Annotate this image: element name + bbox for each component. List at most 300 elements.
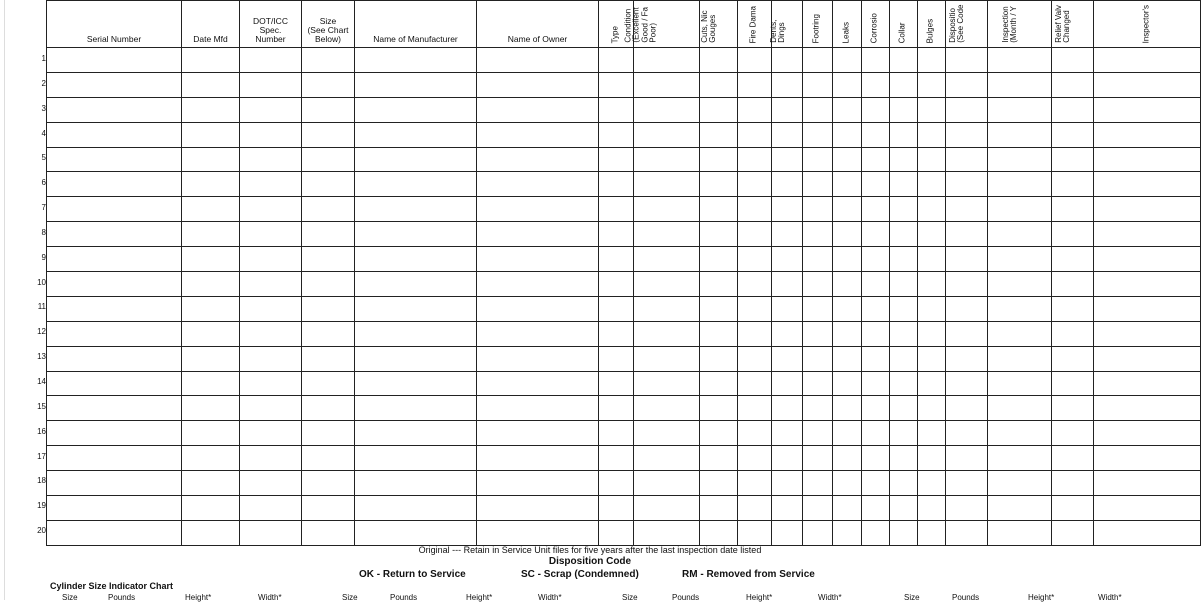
table-cell[interactable] bbox=[1094, 471, 1201, 496]
table-cell[interactable] bbox=[355, 396, 477, 421]
table-cell[interactable] bbox=[946, 172, 988, 197]
table-cell[interactable] bbox=[634, 396, 700, 421]
table-cell[interactable] bbox=[988, 321, 1052, 346]
table-cell[interactable] bbox=[477, 72, 599, 97]
table-cell[interactable] bbox=[240, 172, 302, 197]
table-cell[interactable] bbox=[599, 247, 634, 272]
table-cell[interactable] bbox=[918, 222, 946, 247]
table-cell[interactable] bbox=[738, 396, 772, 421]
table-cell[interactable] bbox=[240, 496, 302, 521]
table-cell[interactable] bbox=[803, 396, 833, 421]
table-cell[interactable] bbox=[634, 222, 700, 247]
table-cell[interactable] bbox=[47, 247, 182, 272]
table-cell[interactable] bbox=[355, 197, 477, 222]
table-cell[interactable] bbox=[302, 197, 355, 222]
table-cell[interactable] bbox=[1094, 122, 1201, 147]
table-cell[interactable] bbox=[988, 48, 1052, 73]
table-cell[interactable] bbox=[634, 346, 700, 371]
table-cell[interactable] bbox=[772, 122, 803, 147]
table-cell[interactable] bbox=[1052, 296, 1094, 321]
table-cell[interactable] bbox=[302, 48, 355, 73]
table-cell[interactable] bbox=[355, 122, 477, 147]
table-cell[interactable] bbox=[862, 321, 890, 346]
table-cell[interactable] bbox=[772, 321, 803, 346]
table-cell[interactable] bbox=[918, 321, 946, 346]
table-cell[interactable] bbox=[890, 72, 918, 97]
table-cell[interactable] bbox=[918, 97, 946, 122]
table-cell[interactable] bbox=[182, 496, 240, 521]
table-cell[interactable] bbox=[47, 122, 182, 147]
table-cell[interactable] bbox=[918, 147, 946, 172]
table-cell[interactable] bbox=[833, 72, 862, 97]
table-cell[interactable] bbox=[738, 97, 772, 122]
table-cell[interactable] bbox=[599, 48, 634, 73]
table-cell[interactable] bbox=[772, 48, 803, 73]
table-cell[interactable] bbox=[355, 371, 477, 396]
table-cell[interactable] bbox=[862, 496, 890, 521]
table-cell[interactable] bbox=[1052, 346, 1094, 371]
table-cell[interactable] bbox=[355, 222, 477, 247]
table-cell[interactable] bbox=[47, 496, 182, 521]
table-cell[interactable] bbox=[700, 72, 738, 97]
table-cell[interactable] bbox=[890, 197, 918, 222]
table-cell[interactable] bbox=[700, 421, 738, 446]
table-cell[interactable] bbox=[302, 147, 355, 172]
table-cell[interactable] bbox=[477, 197, 599, 222]
table-cell[interactable] bbox=[477, 172, 599, 197]
table-cell[interactable] bbox=[1052, 247, 1094, 272]
table-cell[interactable] bbox=[946, 72, 988, 97]
table-cell[interactable] bbox=[182, 147, 240, 172]
table-cell[interactable] bbox=[833, 197, 862, 222]
table-cell[interactable] bbox=[1052, 48, 1094, 73]
table-cell[interactable] bbox=[738, 172, 772, 197]
table-cell[interactable] bbox=[477, 421, 599, 446]
table-cell[interactable] bbox=[862, 296, 890, 321]
table-cell[interactable] bbox=[634, 172, 700, 197]
table-cell[interactable] bbox=[738, 346, 772, 371]
table-cell[interactable] bbox=[918, 346, 946, 371]
table-cell[interactable] bbox=[302, 471, 355, 496]
table-cell[interactable] bbox=[1052, 147, 1094, 172]
table-cell[interactable] bbox=[477, 97, 599, 122]
table-cell[interactable] bbox=[1052, 496, 1094, 521]
table-cell[interactable] bbox=[240, 421, 302, 446]
table-cell[interactable] bbox=[890, 147, 918, 172]
table-cell[interactable] bbox=[1052, 97, 1094, 122]
table-cell[interactable] bbox=[772, 421, 803, 446]
table-cell[interactable] bbox=[240, 471, 302, 496]
table-cell[interactable] bbox=[862, 197, 890, 222]
table-cell[interactable] bbox=[890, 421, 918, 446]
table-cell[interactable] bbox=[946, 147, 988, 172]
table-cell[interactable] bbox=[833, 321, 862, 346]
table-cell[interactable] bbox=[946, 446, 988, 471]
table-cell[interactable] bbox=[738, 496, 772, 521]
table-cell[interactable] bbox=[738, 296, 772, 321]
table-cell[interactable] bbox=[918, 471, 946, 496]
table-cell[interactable] bbox=[1094, 247, 1201, 272]
table-cell[interactable] bbox=[918, 122, 946, 147]
table-cell[interactable] bbox=[1094, 48, 1201, 73]
table-cell[interactable] bbox=[240, 321, 302, 346]
table-cell[interactable] bbox=[772, 172, 803, 197]
table-cell[interactable] bbox=[47, 371, 182, 396]
table-cell[interactable] bbox=[946, 396, 988, 421]
table-cell[interactable] bbox=[700, 97, 738, 122]
table-cell[interactable] bbox=[890, 272, 918, 297]
table-cell[interactable] bbox=[988, 122, 1052, 147]
table-cell[interactable] bbox=[47, 421, 182, 446]
table-cell[interactable] bbox=[634, 272, 700, 297]
table-cell[interactable] bbox=[47, 197, 182, 222]
table-cell[interactable] bbox=[700, 272, 738, 297]
table-cell[interactable] bbox=[988, 371, 1052, 396]
table-cell[interactable] bbox=[946, 421, 988, 446]
table-cell[interactable] bbox=[833, 147, 862, 172]
table-cell[interactable] bbox=[700, 222, 738, 247]
table-cell[interactable] bbox=[988, 272, 1052, 297]
table-cell[interactable] bbox=[599, 346, 634, 371]
table-cell[interactable] bbox=[700, 321, 738, 346]
table-cell[interactable] bbox=[700, 496, 738, 521]
table-cell[interactable] bbox=[1094, 272, 1201, 297]
table-cell[interactable] bbox=[1052, 197, 1094, 222]
table-cell[interactable] bbox=[738, 371, 772, 396]
table-cell[interactable] bbox=[302, 222, 355, 247]
table-cell[interactable] bbox=[946, 97, 988, 122]
table-cell[interactable] bbox=[700, 122, 738, 147]
table-cell[interactable] bbox=[890, 296, 918, 321]
table-cell[interactable] bbox=[477, 272, 599, 297]
table-cell[interactable] bbox=[182, 48, 240, 73]
table-cell[interactable] bbox=[988, 247, 1052, 272]
table-cell[interactable] bbox=[738, 321, 772, 346]
table-cell[interactable] bbox=[182, 122, 240, 147]
table-cell[interactable] bbox=[355, 296, 477, 321]
table-cell[interactable] bbox=[890, 471, 918, 496]
table-cell[interactable] bbox=[946, 272, 988, 297]
table-cell[interactable] bbox=[599, 296, 634, 321]
table-cell[interactable] bbox=[302, 72, 355, 97]
table-cell[interactable] bbox=[946, 222, 988, 247]
table-cell[interactable] bbox=[599, 496, 634, 521]
table-cell[interactable] bbox=[890, 371, 918, 396]
table-cell[interactable] bbox=[862, 421, 890, 446]
table-cell[interactable] bbox=[700, 471, 738, 496]
table-cell[interactable] bbox=[1094, 421, 1201, 446]
table-cell[interactable] bbox=[862, 147, 890, 172]
table-cell[interactable] bbox=[833, 371, 862, 396]
table-cell[interactable] bbox=[302, 421, 355, 446]
table-cell[interactable] bbox=[803, 48, 833, 73]
table-cell[interactable] bbox=[1094, 97, 1201, 122]
table-cell[interactable] bbox=[988, 222, 1052, 247]
table-cell[interactable] bbox=[700, 396, 738, 421]
table-cell[interactable] bbox=[803, 197, 833, 222]
table-cell[interactable] bbox=[862, 222, 890, 247]
table-cell[interactable] bbox=[918, 247, 946, 272]
table-cell[interactable] bbox=[477, 346, 599, 371]
table-cell[interactable] bbox=[890, 172, 918, 197]
table-cell[interactable] bbox=[890, 396, 918, 421]
table-cell[interactable] bbox=[862, 97, 890, 122]
table-cell[interactable] bbox=[240, 147, 302, 172]
table-cell[interactable] bbox=[355, 446, 477, 471]
table-cell[interactable] bbox=[477, 520, 599, 545]
table-cell[interactable] bbox=[1052, 72, 1094, 97]
table-cell[interactable] bbox=[946, 371, 988, 396]
table-cell[interactable] bbox=[302, 520, 355, 545]
table-cell[interactable] bbox=[355, 48, 477, 73]
table-cell[interactable] bbox=[700, 520, 738, 545]
table-cell[interactable] bbox=[918, 421, 946, 446]
table-cell[interactable] bbox=[477, 147, 599, 172]
table-cell[interactable] bbox=[738, 421, 772, 446]
table-cell[interactable] bbox=[833, 396, 862, 421]
table-cell[interactable] bbox=[833, 122, 862, 147]
table-cell[interactable] bbox=[738, 471, 772, 496]
table-cell[interactable] bbox=[772, 272, 803, 297]
table-cell[interactable] bbox=[477, 222, 599, 247]
table-cell[interactable] bbox=[833, 247, 862, 272]
table-cell[interactable] bbox=[599, 147, 634, 172]
table-cell[interactable] bbox=[738, 48, 772, 73]
table-cell[interactable] bbox=[833, 496, 862, 521]
table-cell[interactable] bbox=[634, 48, 700, 73]
table-cell[interactable] bbox=[477, 48, 599, 73]
table-cell[interactable] bbox=[182, 296, 240, 321]
table-cell[interactable] bbox=[803, 496, 833, 521]
table-cell[interactable] bbox=[890, 520, 918, 545]
table-cell[interactable] bbox=[988, 446, 1052, 471]
table-cell[interactable] bbox=[772, 371, 803, 396]
table-cell[interactable] bbox=[738, 272, 772, 297]
table-cell[interactable] bbox=[946, 197, 988, 222]
table-cell[interactable] bbox=[803, 346, 833, 371]
table-cell[interactable] bbox=[890, 122, 918, 147]
table-cell[interactable] bbox=[700, 296, 738, 321]
table-cell[interactable] bbox=[47, 346, 182, 371]
table-cell[interactable] bbox=[772, 247, 803, 272]
table-cell[interactable] bbox=[1052, 471, 1094, 496]
table-cell[interactable] bbox=[803, 520, 833, 545]
table-cell[interactable] bbox=[182, 520, 240, 545]
table-cell[interactable] bbox=[862, 346, 890, 371]
table-cell[interactable] bbox=[1052, 172, 1094, 197]
table-cell[interactable] bbox=[302, 371, 355, 396]
table-cell[interactable] bbox=[1094, 346, 1201, 371]
table-cell[interactable] bbox=[240, 222, 302, 247]
table-cell[interactable] bbox=[862, 371, 890, 396]
table-cell[interactable] bbox=[988, 520, 1052, 545]
table-cell[interactable] bbox=[700, 247, 738, 272]
table-cell[interactable] bbox=[918, 446, 946, 471]
table-cell[interactable] bbox=[946, 247, 988, 272]
table-cell[interactable] bbox=[302, 172, 355, 197]
table-cell[interactable] bbox=[47, 97, 182, 122]
table-cell[interactable] bbox=[803, 147, 833, 172]
table-cell[interactable] bbox=[240, 122, 302, 147]
table-cell[interactable] bbox=[700, 446, 738, 471]
table-cell[interactable] bbox=[803, 421, 833, 446]
table-cell[interactable] bbox=[634, 296, 700, 321]
table-cell[interactable] bbox=[355, 272, 477, 297]
table-cell[interactable] bbox=[182, 272, 240, 297]
table-cell[interactable] bbox=[599, 222, 634, 247]
table-cell[interactable] bbox=[355, 147, 477, 172]
table-cell[interactable] bbox=[182, 446, 240, 471]
table-cell[interactable] bbox=[634, 147, 700, 172]
table-cell[interactable] bbox=[477, 396, 599, 421]
table-cell[interactable] bbox=[946, 122, 988, 147]
table-cell[interactable] bbox=[1052, 520, 1094, 545]
table-cell[interactable] bbox=[890, 321, 918, 346]
table-cell[interactable] bbox=[1094, 172, 1201, 197]
table-cell[interactable] bbox=[700, 346, 738, 371]
table-cell[interactable] bbox=[988, 72, 1052, 97]
table-cell[interactable] bbox=[182, 321, 240, 346]
table-cell[interactable] bbox=[240, 520, 302, 545]
table-cell[interactable] bbox=[738, 122, 772, 147]
table-cell[interactable] bbox=[803, 172, 833, 197]
table-cell[interactable] bbox=[1052, 421, 1094, 446]
table-cell[interactable] bbox=[833, 471, 862, 496]
table-cell[interactable] bbox=[634, 97, 700, 122]
table-cell[interactable] bbox=[833, 296, 862, 321]
table-cell[interactable] bbox=[988, 471, 1052, 496]
table-cell[interactable] bbox=[918, 172, 946, 197]
table-cell[interactable] bbox=[302, 446, 355, 471]
table-cell[interactable] bbox=[803, 222, 833, 247]
table-cell[interactable] bbox=[599, 197, 634, 222]
table-cell[interactable] bbox=[890, 222, 918, 247]
table-cell[interactable] bbox=[988, 172, 1052, 197]
table-cell[interactable] bbox=[738, 72, 772, 97]
table-cell[interactable] bbox=[862, 520, 890, 545]
table-cell[interactable] bbox=[1052, 371, 1094, 396]
table-cell[interactable] bbox=[918, 520, 946, 545]
table-cell[interactable] bbox=[182, 346, 240, 371]
table-cell[interactable] bbox=[862, 471, 890, 496]
table-cell[interactable] bbox=[1052, 222, 1094, 247]
table-cell[interactable] bbox=[833, 346, 862, 371]
table-cell[interactable] bbox=[988, 296, 1052, 321]
table-cell[interactable] bbox=[1094, 222, 1201, 247]
table-cell[interactable] bbox=[772, 520, 803, 545]
table-cell[interactable] bbox=[988, 346, 1052, 371]
table-cell[interactable] bbox=[738, 147, 772, 172]
table-cell[interactable] bbox=[634, 122, 700, 147]
table-cell[interactable] bbox=[918, 396, 946, 421]
table-cell[interactable] bbox=[302, 496, 355, 521]
table-cell[interactable] bbox=[772, 222, 803, 247]
table-cell[interactable] bbox=[988, 197, 1052, 222]
table-cell[interactable] bbox=[918, 72, 946, 97]
table-cell[interactable] bbox=[833, 48, 862, 73]
table-cell[interactable] bbox=[803, 122, 833, 147]
table-cell[interactable] bbox=[634, 471, 700, 496]
table-cell[interactable] bbox=[803, 97, 833, 122]
table-cell[interactable] bbox=[477, 471, 599, 496]
table-cell[interactable] bbox=[1094, 446, 1201, 471]
table-cell[interactable] bbox=[988, 396, 1052, 421]
table-cell[interactable] bbox=[355, 471, 477, 496]
table-cell[interactable] bbox=[355, 346, 477, 371]
table-cell[interactable] bbox=[599, 421, 634, 446]
table-cell[interactable] bbox=[302, 247, 355, 272]
table-cell[interactable] bbox=[182, 421, 240, 446]
table-cell[interactable] bbox=[355, 72, 477, 97]
table-cell[interactable] bbox=[599, 122, 634, 147]
table-cell[interactable] bbox=[240, 371, 302, 396]
table-cell[interactable] bbox=[240, 48, 302, 73]
table-cell[interactable] bbox=[182, 197, 240, 222]
table-cell[interactable] bbox=[918, 296, 946, 321]
table-cell[interactable] bbox=[182, 371, 240, 396]
table-cell[interactable] bbox=[1094, 520, 1201, 545]
table-cell[interactable] bbox=[599, 371, 634, 396]
table-cell[interactable] bbox=[700, 197, 738, 222]
table-cell[interactable] bbox=[355, 321, 477, 346]
table-cell[interactable] bbox=[634, 371, 700, 396]
table-cell[interactable] bbox=[599, 72, 634, 97]
table-cell[interactable] bbox=[890, 97, 918, 122]
table-cell[interactable] bbox=[700, 147, 738, 172]
table-cell[interactable] bbox=[240, 72, 302, 97]
table-cell[interactable] bbox=[833, 520, 862, 545]
table-cell[interactable] bbox=[47, 446, 182, 471]
table-cell[interactable] bbox=[599, 272, 634, 297]
table-cell[interactable] bbox=[599, 97, 634, 122]
table-cell[interactable] bbox=[988, 97, 1052, 122]
table-cell[interactable] bbox=[988, 147, 1052, 172]
table-cell[interactable] bbox=[862, 396, 890, 421]
table-cell[interactable] bbox=[1052, 446, 1094, 471]
table-cell[interactable] bbox=[477, 446, 599, 471]
table-cell[interactable] bbox=[477, 371, 599, 396]
table-cell[interactable] bbox=[946, 296, 988, 321]
table-cell[interactable] bbox=[182, 222, 240, 247]
table-cell[interactable] bbox=[302, 272, 355, 297]
table-cell[interactable] bbox=[890, 496, 918, 521]
table-cell[interactable] bbox=[772, 346, 803, 371]
table-cell[interactable] bbox=[772, 72, 803, 97]
table-cell[interactable] bbox=[182, 471, 240, 496]
table-cell[interactable] bbox=[599, 520, 634, 545]
table-cell[interactable] bbox=[772, 296, 803, 321]
table-cell[interactable] bbox=[1094, 197, 1201, 222]
table-cell[interactable] bbox=[47, 147, 182, 172]
table-cell[interactable] bbox=[47, 172, 182, 197]
table-cell[interactable] bbox=[302, 321, 355, 346]
table-cell[interactable] bbox=[182, 97, 240, 122]
table-cell[interactable] bbox=[738, 520, 772, 545]
table-cell[interactable] bbox=[302, 97, 355, 122]
table-cell[interactable] bbox=[833, 97, 862, 122]
table-cell[interactable] bbox=[477, 122, 599, 147]
table-cell[interactable] bbox=[700, 172, 738, 197]
table-cell[interactable] bbox=[634, 247, 700, 272]
table-cell[interactable] bbox=[862, 247, 890, 272]
table-cell[interactable] bbox=[772, 471, 803, 496]
table-cell[interactable] bbox=[477, 296, 599, 321]
table-cell[interactable] bbox=[355, 421, 477, 446]
table-cell[interactable] bbox=[1094, 371, 1201, 396]
table-cell[interactable] bbox=[862, 172, 890, 197]
table-cell[interactable] bbox=[240, 446, 302, 471]
table-cell[interactable] bbox=[634, 421, 700, 446]
